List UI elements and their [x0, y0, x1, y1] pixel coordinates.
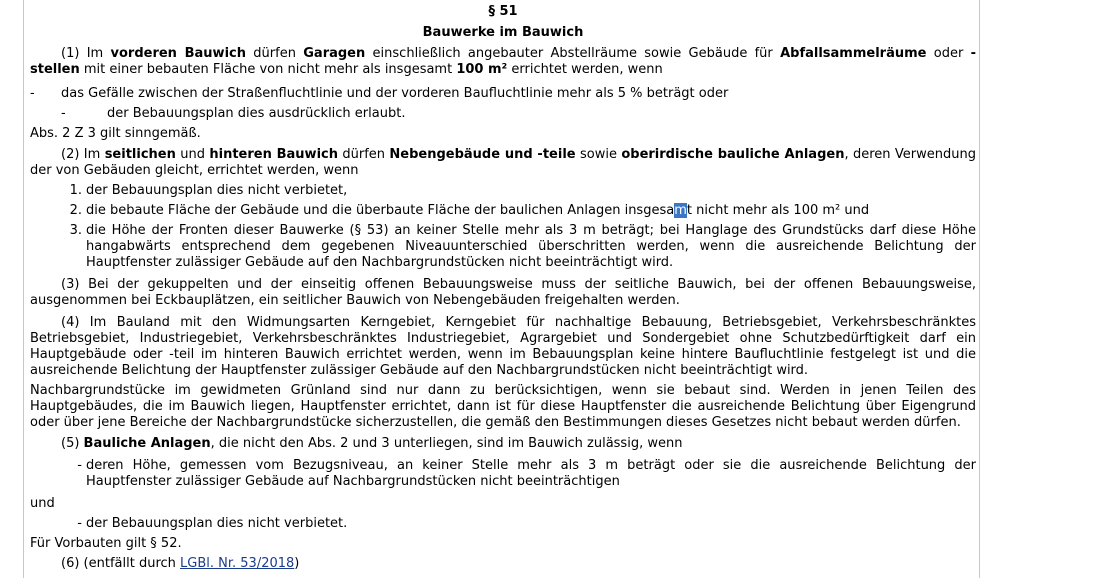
- list-text: die Höhe der Fronten dieser Bauwerke (§ 53) an keiner Stelle mehr als 3 m beträgt; bei Hanglage des Grundstücks darf diese Höhe hangabwärts entsprechend dem gegebenen Niveauunterschied überschritten werden, wenn die ausreichende Belichtung der Hauptfenster zulässiger Gebäude auf den Nachbargrundstücken nicht beeinträchtigt wird.: [86, 223, 976, 270]
- list-number: 2.: [69, 203, 82, 218]
- paragraph-5-tail: Für Vorbauten gilt § 52.: [30, 536, 182, 551]
- paragraph-5-item-1: [30, 458, 976, 490]
- paragraph-4: (4) Im Bauland mit den Widmungsarten Kerngebiet, Kerngebiet für nachhaltige Bebauung, Betriebsgebiet, Verkehrsbeschränktes Betriebsgebiet, Industriegebiet, Verkehrsbeschränktes Industriegebiet, Agrargebiet und Sondergebiet ohne Schutzbedürftigkeit darf ein Hauptgebäude oder -teil im hinteren Bauwich errichtet werden, wenn im Bebauungsplan keine hintere Baufluchtlinie festgelegt ist und die ausreichende Belichtung der Hauptfenster zulässiger Gebäude auf den Nachbargrundstücken nicht beeinträchtigt wird.: [30, 315, 976, 378]
- lgbl-link[interactable]: LGBl. Nr. 53/2018: [180, 556, 295, 571]
- paragraph-5: (5) Bauliche Anlagen, die nicht den Abs. 2 und 3 unterliegen, sind im Bauwich zulässig, wenn: [61, 436, 683, 451]
- dash-marker: -: [30, 86, 35, 101]
- paragraph-5-und: und: [30, 496, 55, 511]
- list-number: 3.: [69, 223, 82, 238]
- paragraph-1-item-2: [30, 106, 976, 122]
- paragraph-5-item-2: [30, 516, 976, 532]
- section-number: § 51: [488, 4, 518, 19]
- list-item: [30, 183, 976, 199]
- dash-marker: -: [77, 516, 82, 531]
- paragraph-2-list: [30, 183, 976, 271]
- paragraph-6: (6) (entfällt durch LGBl. Nr. 53/2018): [61, 556, 300, 571]
- list-item: [30, 203, 976, 219]
- list-number: 1.: [69, 183, 82, 198]
- item-text: deren Höhe, gemessen vom Bezugsniveau, an keiner Stelle mehr als 3 m beträgt oder sie die ausreichende Belichtung der Hauptfenster zulässiger Gebäude auf Nachbargrundstücken nicht beeinträchtigen: [86, 458, 976, 489]
- list-text: der Bebauungsplan dies nicht verbietet,: [86, 183, 348, 198]
- section-title: Bauwerke im Bauwich: [422, 25, 584, 40]
- dash-marker: -: [61, 106, 66, 121]
- law-section: [30, 4, 976, 572]
- item-text: das Gefälle zwischen der Straßenfluchtlinie und der vorderen Baufluchtlinie mehr als 5 % beträgt oder: [61, 86, 729, 101]
- paragraph-1: (1) Im vorderen Bauwich dürfen Garagen einschließlich angebauter Abstellräume sowie Gebäude für Abfallsammelräume oder -stellen mit einer bebauten Fläche von nicht mehr als insgesamt 100 m² errichtet werden, wenn: [30, 46, 977, 77]
- dash-marker: -: [77, 458, 82, 473]
- paragraph-2: (2) Im seitlichen und hinteren Bauwich dürfen Nebengebäude und -teile sowie oberirdische bauliche Anlagen, deren Verwendung der von Gebäuden gleicht, errichtet werden, wenn: [30, 147, 976, 178]
- text-selection: m: [674, 203, 687, 218]
- paragraph-1-item-1: [30, 86, 976, 102]
- item-text: der Bebauungsplan dies ausdrücklich erlaubt.: [107, 106, 406, 121]
- paragraph-4-tail: Nachbargrundstücke im gewidmeten Grünland sind nur dann zu berücksichtigen, wenn sie bebaut sind. Werden in jenen Teilen des Hauptgebäudes, die im Bauwich liegen, Hauptfenster errichtet, dann ist für diese Hauptfenster die ausreichende Belichtung über Eigengrund oder über jene Bereiche der Nachbargrundstücke sicherzustellen, die gemäß den Bestimmungen dieses Gesetzes nicht bebaut werden dürfen.: [30, 383, 976, 430]
- item-text: der Bebauungsplan dies nicht verbietet.: [86, 516, 348, 531]
- paragraph-1-tail: Abs. 2 Z 3 gilt sinngemäß.: [30, 126, 201, 141]
- list-text: die bebaute Fläche der Gebäude und die überbaute Fläche der baulichen Anlagen insgesamt nicht mehr als 100 m² und: [86, 203, 870, 218]
- paragraph-3: (3) Bei der gekuppelten und der einseitig offenen Bebauungsweise muss der seitliche Bauwich, bei der offenen Bebauungsweise, ausgenommen bei Eckbauplätzen, ein seitlicher Bauwich von Nebengebäuden freigehalten werden.: [30, 277, 976, 308]
- list-item: [30, 223, 976, 271]
